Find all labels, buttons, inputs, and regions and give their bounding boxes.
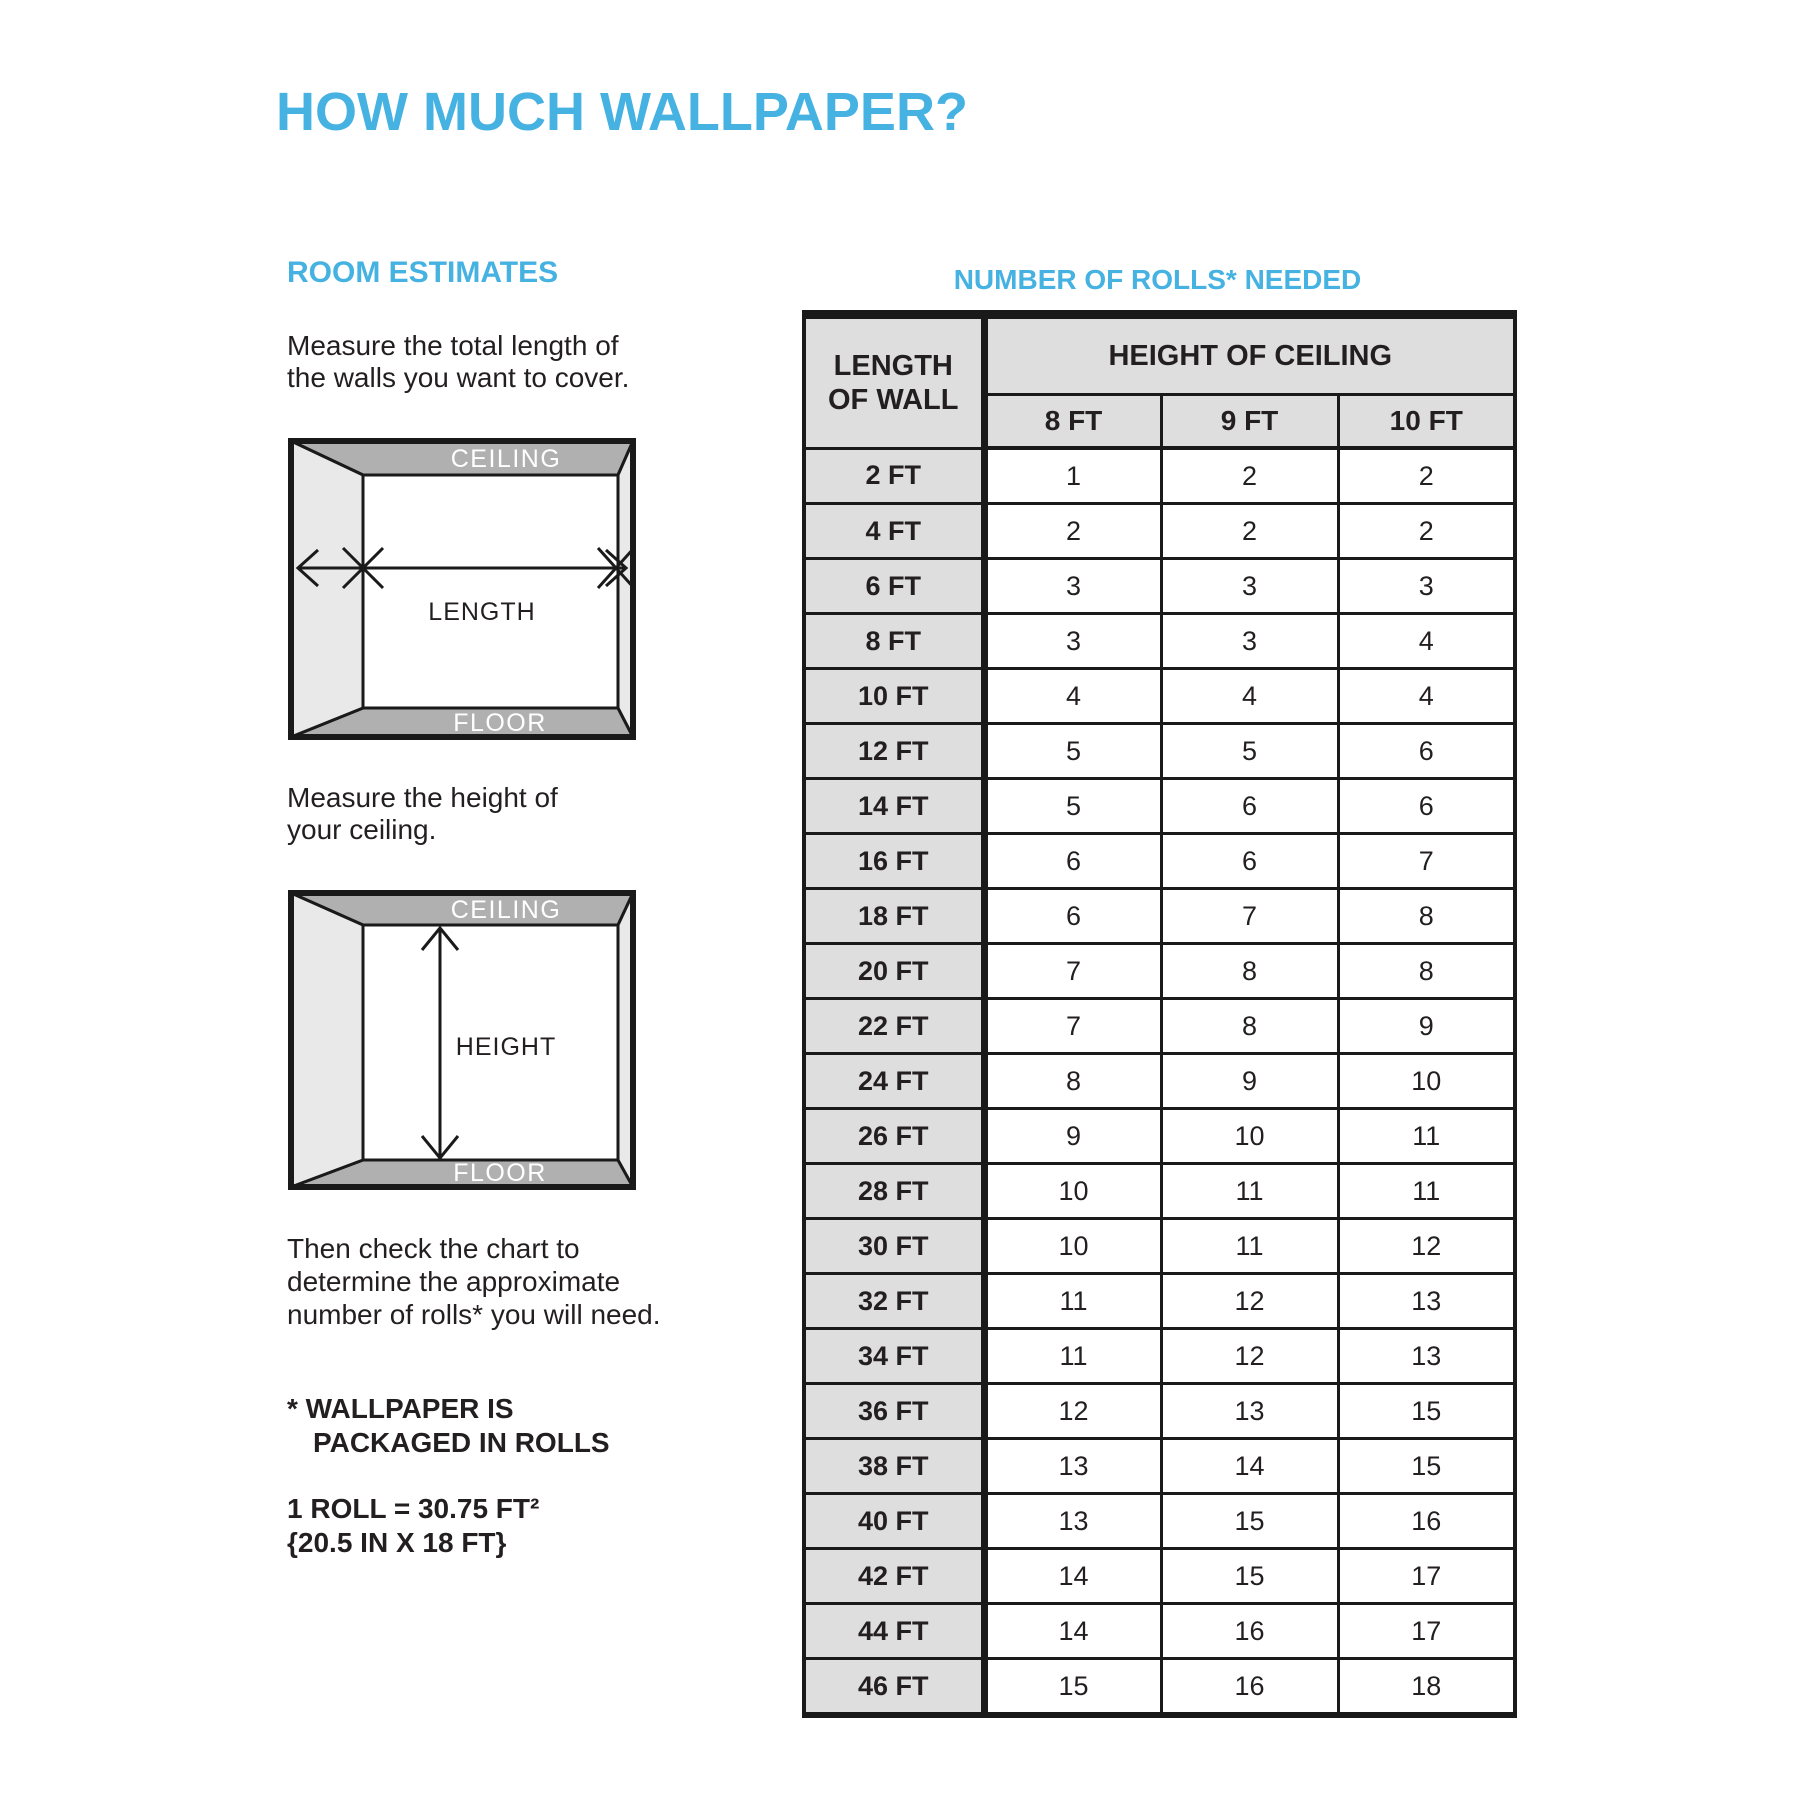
rolls-value-cell: 2 xyxy=(984,504,1161,559)
rolls-value-cell: 6 xyxy=(1338,724,1515,779)
rolls-value-cell: 13 xyxy=(984,1439,1161,1494)
header-line: LENGTH xyxy=(833,349,953,382)
table-row xyxy=(804,1109,1515,1164)
rolls-value-cell: 3 xyxy=(984,614,1161,669)
table-row xyxy=(804,559,1515,614)
length-label: LENGTH xyxy=(428,598,536,626)
table-row xyxy=(804,504,1515,559)
rolls-value-cell: 10 xyxy=(984,1164,1161,1219)
ceiling-label: CEILING xyxy=(450,896,562,924)
rolls-value-cell: 18 xyxy=(1338,1659,1515,1716)
wall-length-cell: 12 FT xyxy=(804,724,984,779)
wall-length-cell: 6 FT xyxy=(804,559,984,614)
ceiling-label: CEILING xyxy=(450,445,562,473)
rolls-value-cell: 11 xyxy=(984,1274,1161,1329)
table-row xyxy=(804,1439,1515,1494)
table-row xyxy=(804,779,1515,834)
rolls-value-cell: 11 xyxy=(984,1329,1161,1384)
wall-length-cell: 8 FT xyxy=(804,614,984,669)
rolls-value-cell: 2 xyxy=(1161,504,1338,559)
floor-label: FLOOR xyxy=(453,1159,547,1187)
rolls-value-cell: 7 xyxy=(984,944,1161,999)
rolls-value-cell: 15 xyxy=(984,1659,1161,1716)
table-row xyxy=(804,889,1515,944)
rolls-value-cell: 3 xyxy=(1161,614,1338,669)
table-row xyxy=(804,448,1515,504)
rolls-value-cell: 9 xyxy=(984,1109,1161,1164)
rolls-value-cell: 2 xyxy=(1338,504,1515,559)
rolls-value-cell: 6 xyxy=(1161,834,1338,889)
table-row xyxy=(804,1329,1515,1384)
rolls-value-cell: 4 xyxy=(1161,669,1338,724)
rolls-value-cell: 9 xyxy=(1161,1054,1338,1109)
wall-length-cell: 20 FT xyxy=(804,944,984,999)
rolls-needed-heading: NUMBER OF ROLLS* NEEDED xyxy=(953,264,1362,295)
rolls-value-cell: 6 xyxy=(1338,779,1515,834)
rolls-value-cell: 5 xyxy=(1161,724,1338,779)
wall-length-cell: 40 FT xyxy=(804,1494,984,1549)
wall-length-cell: 22 FT xyxy=(804,999,984,1054)
rolls-value-cell: 8 xyxy=(1338,889,1515,944)
rolls-value-cell: 6 xyxy=(984,889,1161,944)
col-header-10ft: 10 FT xyxy=(1338,395,1515,449)
header-line: OF WALL xyxy=(828,383,959,416)
table-row xyxy=(804,1054,1515,1109)
wall-length-cell: 28 FT xyxy=(804,1164,984,1219)
wall-length-cell: 14 FT xyxy=(804,779,984,834)
text-line: * WALLPAPER IS xyxy=(287,1393,514,1424)
room-diagram-height xyxy=(288,890,636,1190)
length-of-wall-header xyxy=(804,315,984,449)
roll-size-info xyxy=(287,1492,539,1560)
table-row xyxy=(804,1219,1515,1274)
rolls-value-cell: 12 xyxy=(1338,1219,1515,1274)
table-row xyxy=(804,1659,1515,1716)
rolls-value-cell: 1 xyxy=(984,448,1161,504)
wall-length-cell: 42 FT xyxy=(804,1549,984,1604)
text-line: {20.5 IN X 18 FT} xyxy=(287,1527,507,1558)
instruction-step1 xyxy=(287,330,629,394)
rolls-value-cell: 17 xyxy=(1338,1604,1515,1659)
table-row xyxy=(804,1384,1515,1439)
rolls-value-cell: 8 xyxy=(984,1054,1161,1109)
rolls-value-cell: 16 xyxy=(1161,1659,1338,1716)
rolls-value-cell: 14 xyxy=(984,1549,1161,1604)
rolls-value-cell: 11 xyxy=(1161,1219,1338,1274)
left-wall-face xyxy=(291,441,363,737)
text-line: Then check the chart to xyxy=(287,1233,580,1264)
rolls-table xyxy=(802,310,1517,1718)
wall-length-cell: 2 FT xyxy=(804,448,984,504)
rolls-value-cell: 12 xyxy=(1161,1274,1338,1329)
wall-length-cell: 36 FT xyxy=(804,1384,984,1439)
rolls-value-cell: 11 xyxy=(1338,1164,1515,1219)
table-row xyxy=(804,1274,1515,1329)
page-title: HOW MUCH WALLPAPER? xyxy=(276,82,968,142)
table-row xyxy=(804,834,1515,889)
floor-label: FLOOR xyxy=(453,709,547,737)
rolls-value-cell: 16 xyxy=(1338,1494,1515,1549)
rolls-value-cell: 10 xyxy=(1161,1109,1338,1164)
rolls-value-cell: 2 xyxy=(1338,448,1515,504)
rolls-value-cell: 5 xyxy=(984,724,1161,779)
room-diagram-length xyxy=(288,438,636,740)
rolls-value-cell: 11 xyxy=(1161,1164,1338,1219)
table-row xyxy=(804,614,1515,669)
rolls-table-body xyxy=(804,315,1515,1716)
rolls-value-cell: 4 xyxy=(1338,614,1515,669)
wall-length-cell: 16 FT xyxy=(804,834,984,889)
rolls-value-cell: 15 xyxy=(1161,1494,1338,1549)
rolls-value-cell: 8 xyxy=(1161,944,1338,999)
table-row xyxy=(804,944,1515,999)
rolls-value-cell: 3 xyxy=(1338,559,1515,614)
table-row xyxy=(804,1164,1515,1219)
rolls-value-cell: 13 xyxy=(984,1494,1161,1549)
rolls-value-cell: 16 xyxy=(1161,1604,1338,1659)
instruction-step2 xyxy=(287,782,558,846)
table-row xyxy=(804,1494,1515,1549)
col-header-9ft: 9 FT xyxy=(1161,395,1338,449)
height-label: HEIGHT xyxy=(455,1033,557,1061)
rolls-value-cell: 3 xyxy=(984,559,1161,614)
rolls-value-cell: 7 xyxy=(1161,889,1338,944)
wall-length-cell: 24 FT xyxy=(804,1054,984,1109)
rolls-value-cell: 3 xyxy=(1161,559,1338,614)
wall-length-cell: 46 FT xyxy=(804,1659,984,1716)
rolls-value-cell: 11 xyxy=(1338,1109,1515,1164)
rolls-value-cell: 12 xyxy=(1161,1329,1338,1384)
table-row xyxy=(804,1604,1515,1659)
rolls-value-cell: 10 xyxy=(984,1219,1161,1274)
rolls-value-cell: 12 xyxy=(984,1384,1161,1439)
rolls-value-cell: 5 xyxy=(984,779,1161,834)
rolls-value-cell: 15 xyxy=(1338,1384,1515,1439)
back-wall-face xyxy=(363,475,618,708)
rolls-value-cell: 8 xyxy=(1161,999,1338,1054)
rolls-footnote xyxy=(287,1392,610,1460)
text-line: your ceiling. xyxy=(287,814,437,845)
wall-length-cell: 30 FT xyxy=(804,1219,984,1274)
rolls-value-cell: 10 xyxy=(1338,1054,1515,1109)
rolls-value-cell: 13 xyxy=(1161,1384,1338,1439)
wall-length-cell: 4 FT xyxy=(804,504,984,559)
rolls-value-cell: 14 xyxy=(1161,1439,1338,1494)
text-line: determine the approximate xyxy=(287,1266,621,1297)
rolls-value-cell: 17 xyxy=(1338,1549,1515,1604)
wall-length-cell: 44 FT xyxy=(804,1604,984,1659)
col-header-8ft: 8 FT xyxy=(984,395,1161,449)
text-line: 1 ROLL = 30.75 FT² xyxy=(287,1493,540,1524)
room-estimates-heading: ROOM ESTIMATES xyxy=(287,256,559,289)
rolls-value-cell: 15 xyxy=(1338,1439,1515,1494)
text-line: number of rolls* you will need. xyxy=(287,1299,661,1330)
table-row xyxy=(804,999,1515,1054)
table-row xyxy=(804,1549,1515,1604)
left-wall-face xyxy=(291,893,363,1187)
rolls-value-cell: 13 xyxy=(1338,1329,1515,1384)
rolls-value-cell: 6 xyxy=(1161,779,1338,834)
rolls-value-cell: 14 xyxy=(984,1604,1161,1659)
wall-length-cell: 32 FT xyxy=(804,1274,984,1329)
text-line: PACKAGED IN ROLLS xyxy=(313,1427,610,1458)
wall-length-cell: 38 FT xyxy=(804,1439,984,1494)
rolls-value-cell: 15 xyxy=(1161,1549,1338,1604)
rolls-value-cell: 13 xyxy=(1338,1274,1515,1329)
rolls-value-cell: 7 xyxy=(984,999,1161,1054)
instruction-step3 xyxy=(287,1232,661,1331)
text-line: Measure the height of xyxy=(287,782,558,813)
rolls-value-cell: 2 xyxy=(1161,448,1338,504)
wall-length-cell: 10 FT xyxy=(804,669,984,724)
wall-length-cell: 18 FT xyxy=(804,889,984,944)
wall-length-cell: 34 FT xyxy=(804,1329,984,1384)
text-line: Measure the total length of xyxy=(287,330,619,361)
rolls-value-cell: 7 xyxy=(1338,834,1515,889)
rolls-value-cell: 6 xyxy=(984,834,1161,889)
table-row xyxy=(804,724,1515,779)
text-line: the walls you want to cover. xyxy=(287,362,630,393)
rolls-value-cell: 4 xyxy=(984,669,1161,724)
rolls-value-cell: 9 xyxy=(1338,999,1515,1054)
rolls-value-cell: 4 xyxy=(1338,669,1515,724)
rolls-value-cell: 8 xyxy=(1338,944,1515,999)
wall-length-cell: 26 FT xyxy=(804,1109,984,1164)
height-of-ceiling-header: HEIGHT OF CEILING xyxy=(984,315,1515,395)
table-header-row-group xyxy=(804,315,1515,395)
table-row xyxy=(804,669,1515,724)
